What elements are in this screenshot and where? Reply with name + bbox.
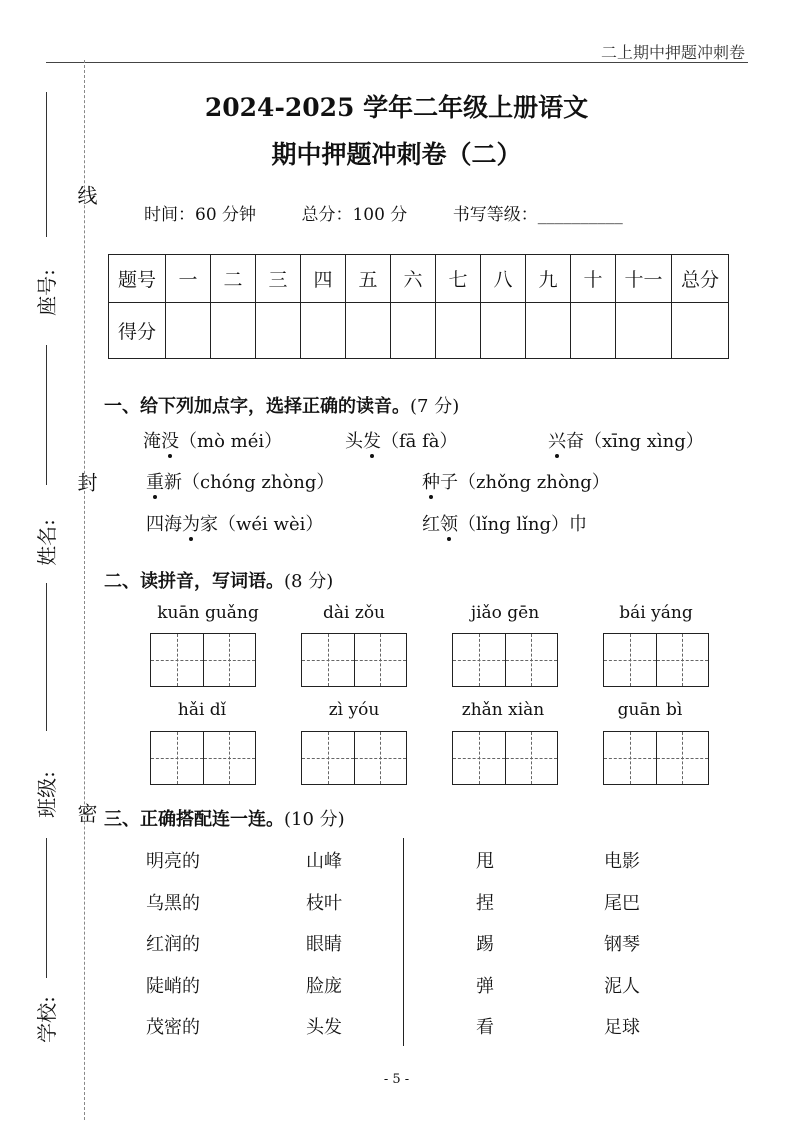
reading-item: 种子（zhǒng zhòng） [422, 472, 610, 493]
score-table [108, 254, 729, 359]
match-noun[interactable]: 山峰 [306, 851, 342, 872]
match-object[interactable]: 电影 [604, 851, 640, 872]
match-adjective[interactable]: 茂密的 [146, 1017, 200, 1038]
match-noun[interactable]: 脸庞 [306, 976, 342, 997]
reading-item: 淹没（mò méi） [143, 431, 283, 452]
name-label: 姓名: [34, 519, 59, 566]
match-object[interactable]: 泥人 [604, 976, 640, 997]
table-cell: 题号 [109, 255, 166, 303]
pinyin-label: kuān guǎng [157, 603, 259, 623]
table-cell: 七 [436, 255, 481, 303]
score-cell[interactable] [391, 303, 436, 359]
match-divider [403, 838, 404, 1046]
header-divider [46, 62, 748, 63]
cut-word-mi: 密 [74, 803, 98, 823]
cut-word-feng: 封 [74, 472, 98, 492]
reading-item: 兴奋（xīng xìng） [548, 431, 704, 452]
score-table-header-row [109, 255, 729, 303]
cut-word-xian: 线 [74, 185, 98, 205]
reading-item: 四海为家（wéi wèi） [146, 514, 324, 535]
side-write-line [46, 838, 47, 978]
table-cell: 得分 [109, 303, 166, 359]
table-cell: 二 [211, 255, 256, 303]
writing-grid[interactable] [301, 633, 407, 687]
score-cell[interactable] [481, 303, 526, 359]
score-cell[interactable] [346, 303, 391, 359]
match-noun[interactable]: 眼睛 [306, 934, 342, 955]
pinyin-label: zhǎn xiàn [461, 700, 545, 720]
seat-number-label: 座号: [34, 269, 59, 316]
table-cell: 四 [301, 255, 346, 303]
table-cell: 八 [481, 255, 526, 303]
score-cell[interactable] [301, 303, 346, 359]
match-verb[interactable]: 甩 [476, 851, 494, 872]
table-cell: 六 [391, 255, 436, 303]
exam-subtitle: 期中押题冲刺卷（二） [271, 140, 522, 169]
table-cell: 十一 [616, 255, 672, 303]
match-object[interactable]: 足球 [604, 1017, 640, 1038]
match-verb[interactable]: 捏 [476, 893, 494, 914]
match-adjective[interactable]: 明亮的 [146, 851, 200, 872]
side-write-line [46, 583, 47, 731]
score-cell[interactable] [211, 303, 256, 359]
section1-title-text: 一、给下列加点字，选择正确的读音。 [104, 396, 410, 417]
writing-grid[interactable] [603, 633, 709, 687]
match-adjective[interactable]: 陡峭的 [146, 976, 200, 997]
score-cell[interactable] [166, 303, 211, 359]
score-cell[interactable] [256, 303, 301, 359]
table-cell: 一 [166, 255, 211, 303]
score-table-score-row [109, 303, 729, 359]
time-info: 时间：60 分钟 [144, 205, 257, 225]
section3-points: (10 分) [284, 809, 345, 830]
reading-item: 红领（lǐng lǐng）巾 [422, 514, 587, 535]
table-cell: 十 [571, 255, 616, 303]
section1-points: (7 分) [410, 396, 460, 417]
match-verb[interactable]: 踢 [476, 934, 494, 955]
pinyin-label: guān bì [617, 700, 683, 720]
writing-grade-info: 书写等级：__________ [452, 205, 623, 225]
score-cell[interactable] [672, 303, 729, 359]
total-score-info: 总分：100 分 [301, 205, 408, 225]
section2-title [104, 567, 333, 593]
class-label: 班级: [34, 771, 59, 818]
match-object[interactable]: 钢琴 [604, 934, 640, 955]
section1-title [104, 392, 459, 418]
section3-title [104, 805, 345, 831]
match-adjective[interactable]: 红润的 [146, 934, 200, 955]
pinyin-label: dài zǒu [323, 603, 385, 623]
binding-cut-line [84, 60, 85, 1120]
match-adjective[interactable]: 乌黑的 [146, 893, 200, 914]
reading-item: 头发（fā fà） [345, 431, 458, 452]
pinyin-label: bái yáng [619, 603, 693, 623]
page-header-text: 二上期中押题冲刺卷 [600, 43, 745, 62]
writing-grid[interactable] [301, 731, 407, 785]
exam-title: 2024-2025 学年二年级上册语文 [204, 93, 589, 122]
pinyin-label: jiǎo gēn [470, 603, 540, 623]
match-verb[interactable]: 看 [476, 1017, 494, 1038]
writing-grid[interactable] [452, 731, 558, 785]
writing-grid[interactable] [452, 633, 558, 687]
score-cell[interactable] [436, 303, 481, 359]
score-cell[interactable] [571, 303, 616, 359]
section2-points: (8 分) [284, 571, 334, 592]
section3-title-text: 三、正确搭配连一连。 [104, 809, 284, 830]
match-noun[interactable]: 头发 [306, 1017, 342, 1038]
match-verb[interactable]: 弹 [476, 976, 494, 997]
table-cell: 三 [256, 255, 301, 303]
side-write-line [46, 345, 47, 485]
table-cell: 五 [346, 255, 391, 303]
page-number: - 5 - [383, 1072, 410, 1087]
pinyin-label: hǎi dǐ [177, 700, 227, 720]
school-label: 学校: [34, 996, 59, 1043]
exam-info [144, 200, 663, 225]
writing-grid[interactable] [603, 731, 709, 785]
table-cell: 九 [526, 255, 571, 303]
match-noun[interactable]: 枝叶 [306, 893, 342, 914]
match-object[interactable]: 尾巴 [604, 893, 640, 914]
score-cell[interactable] [616, 303, 672, 359]
pinyin-label: zì yóu [328, 700, 380, 720]
score-cell[interactable] [526, 303, 571, 359]
writing-grid[interactable] [150, 731, 256, 785]
table-cell: 总分 [672, 255, 729, 303]
writing-grid[interactable] [150, 633, 256, 687]
section2-title-text: 二、读拼音，写词语。 [104, 571, 284, 592]
reading-item: 重新（chóng zhòng） [146, 472, 335, 493]
